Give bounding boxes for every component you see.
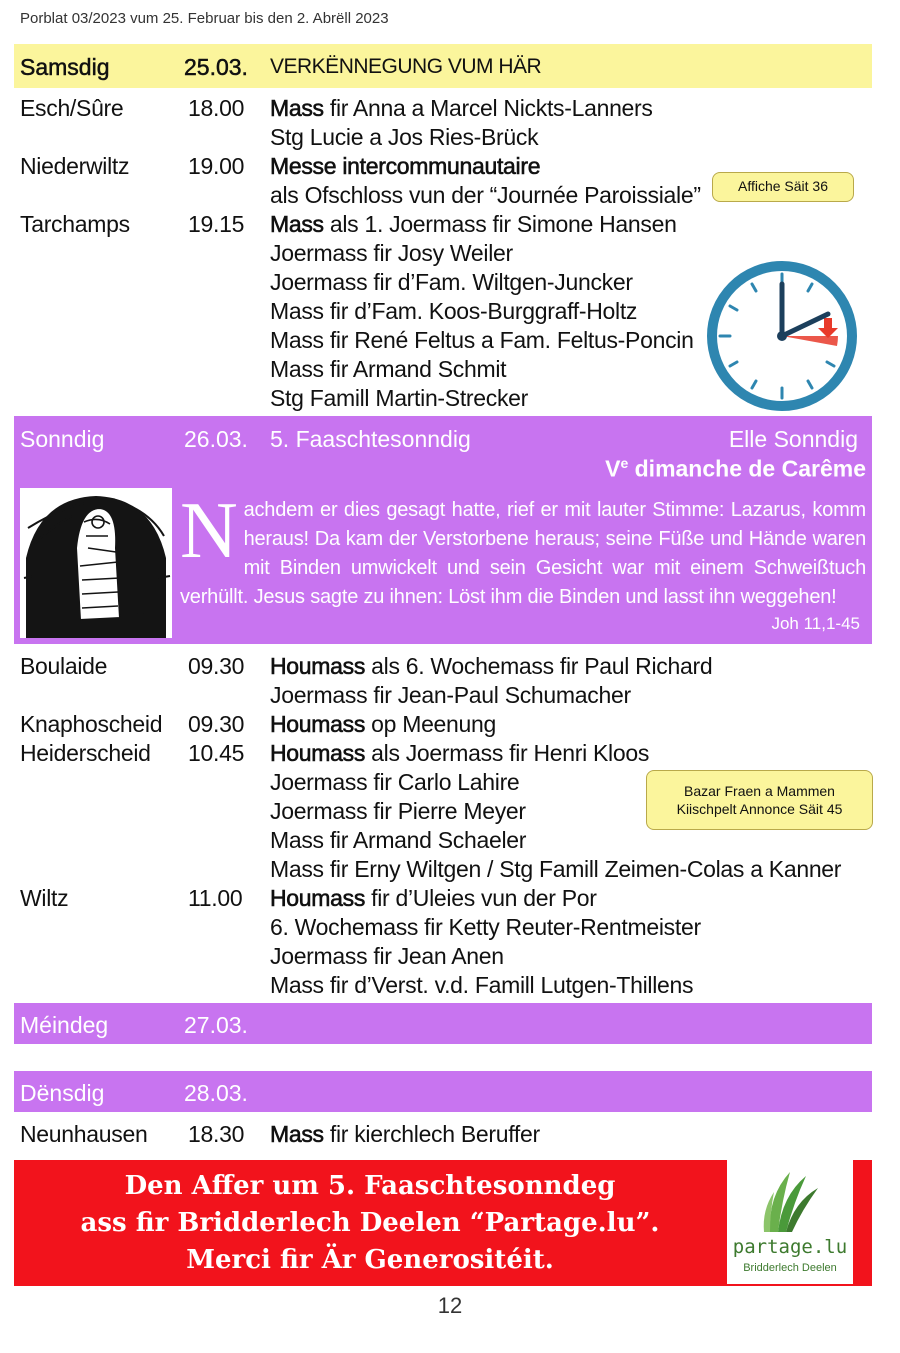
schedule-row (20, 827, 880, 856)
row-intention: 6. Wochemass fir Ketty Reuter-Rentmeister (270, 914, 701, 940)
row-intention: fir kierchlech Beruffer (323, 1121, 540, 1147)
publication-header: Porblat 03/2023 vum 25. Februar bis den 2. Abrëll 2023 (20, 10, 389, 27)
bazar-note-line1: Bazar Fraen a Mammen (684, 783, 835, 799)
schedule-row (20, 211, 880, 240)
row-intention: Mass fir Erny Wiltgen / Stg Famill Zeimen-Colas a Kanner (270, 856, 842, 882)
row-text (270, 240, 513, 267)
row-mass-type: Mass (270, 95, 324, 121)
row-intention: Joermass fir Jean-Paul Schumacher (270, 682, 631, 708)
gospel-dropcap: N (180, 487, 238, 575)
row-intention: Joermass fir Jean Anen (270, 943, 504, 969)
day-date: 27.03. (184, 1012, 248, 1038)
sunday-band (14, 416, 872, 484)
row-intention: Stg Famill Martin-Strecker (270, 385, 529, 411)
bazar-note-line2: Kiischpelt Annonce Säit 45 (676, 801, 843, 817)
row-text (270, 827, 526, 854)
row-time: 18.30 (188, 1121, 245, 1147)
row-mass-type: Houmass (270, 885, 366, 911)
row-text (270, 682, 631, 709)
row-intention: als Ofschloss vun der “Journée Paroissiale” (270, 182, 701, 208)
row-text (270, 856, 841, 883)
day-name: Samsdig (20, 54, 110, 80)
row-mass-type: Mass (270, 211, 324, 237)
row-text (270, 769, 519, 796)
row-text (270, 211, 677, 238)
row-text (270, 95, 653, 122)
day-name: Sonndig (20, 426, 105, 452)
row-text (270, 972, 693, 999)
row-text (270, 269, 633, 296)
row-mass-type: Houmass (270, 653, 366, 679)
day-name: Dënsdig (20, 1080, 105, 1106)
schedule-row (20, 1121, 880, 1150)
row-intention: als 6. Wochemass fir Paul Richard (365, 653, 713, 679)
row-time: 11.00 (188, 885, 243, 911)
row-text (270, 356, 506, 383)
logo-name: partage.lu (732, 1236, 848, 1258)
offering-line2: ass fir Bridderlech Deelen “Partage.lu”. (80, 1208, 660, 1238)
affiche-note: Affiche Säit 36 (712, 172, 854, 202)
row-text (270, 798, 526, 825)
row-place: Heiderscheid (20, 740, 151, 766)
row-text (270, 914, 701, 941)
monday-band (14, 1003, 872, 1044)
row-intention: Joermass fir Josy Weiler (270, 240, 513, 266)
row-text (270, 153, 540, 180)
partage-logo (727, 1160, 853, 1284)
gospel-reference: Joh 11,1-45 (771, 614, 860, 633)
logo-subtitle: Bridderlech Deelen (743, 1262, 837, 1274)
gospel-text (180, 487, 866, 612)
row-intention: Mass fir d’Fam. Koos-Burggraff-Holtz (270, 298, 638, 324)
leaf-icon (760, 1166, 822, 1234)
schedule-row (20, 95, 880, 124)
schedule-row (20, 711, 880, 740)
day-title: VERKËNNEGUNG VUM HÄR (270, 55, 542, 78)
day-date: 26.03. (184, 426, 248, 452)
row-place: Boulaide (20, 653, 108, 679)
row-time: 10.45 (188, 740, 245, 766)
row-place: Knaphoscheid (20, 711, 163, 737)
row-text (270, 653, 712, 680)
schedule-row (20, 856, 880, 885)
row-place: Tarchamps (20, 211, 130, 237)
clock-icon (704, 258, 860, 414)
row-intention: Joermass fir Pierre Meyer (270, 798, 526, 824)
row-time: 09.30 (188, 711, 245, 737)
day-date: 28.03. (184, 1080, 248, 1106)
row-text (270, 943, 504, 970)
row-time: 19.15 (188, 211, 245, 237)
row-intention: Joermass fir d’Fam. Wiltgen-Juncker (270, 269, 633, 295)
schedule-row (20, 124, 880, 153)
day-date: 25.03. (184, 54, 248, 80)
row-intention: op Meenung (365, 711, 497, 737)
day-name: Méindeg (20, 1012, 109, 1038)
row-intention: Joermass fir Carlo Lahire (270, 769, 520, 795)
row-time: 19.00 (188, 153, 245, 179)
row-text (270, 885, 597, 912)
row-mass-type: Houmass (270, 711, 366, 737)
row-mass-type: Messe intercommunautaire (270, 153, 541, 179)
row-intention: fir d’Uleies vun der Por (365, 885, 597, 911)
row-intention: fir Anna a Marcel Nickts-Lanners (323, 95, 653, 121)
row-intention: Mass fir Armand Schmit (270, 356, 507, 382)
day-title: 5. Faaschtesonndig (270, 426, 471, 452)
schedule-row (20, 943, 880, 972)
row-time: 09.30 (188, 653, 245, 679)
row-text (270, 182, 701, 209)
offering-text (20, 1168, 720, 1279)
row-intention: Mass fir Armand Schaeler (270, 827, 527, 853)
row-text (270, 385, 528, 412)
offering-line3: Merci fir Är Generositéit. (186, 1245, 554, 1275)
day-title-french: Ve dimanche de Carême (605, 455, 866, 482)
row-mass-type: Mass (270, 1121, 324, 1147)
tuesday-band (14, 1071, 872, 1112)
schedule-row (20, 653, 880, 682)
bazar-note (646, 770, 873, 830)
row-intention: Mass fir d’Verst. v.d. Famill Lutgen-Thillens (270, 972, 694, 998)
row-intention: Mass fir René Feltus a Fam. Feltus-Poncin (270, 327, 694, 353)
offering-line1: Den Affer um 5. Faaschtesonndeg (124, 1171, 616, 1201)
schedule-row (20, 914, 880, 943)
row-mass-type: Houmass (270, 740, 366, 766)
row-place: Esch/Sûre (20, 95, 124, 121)
saturday-band (14, 44, 872, 88)
schedule-row (20, 682, 880, 711)
row-intention: als Joermass fir Henri Kloos (365, 740, 650, 766)
row-place: Neunhausen (20, 1121, 148, 1147)
row-time: 18.00 (188, 95, 245, 121)
lazarus-illustration (20, 488, 172, 638)
row-text (270, 740, 649, 767)
gospel-body: achdem er dies gesagt hatte, rief er mit lauter Stimme: Lazarus, komm heraus! Da kam der Verstorbene heraus; seine Füße und Hände waren mit Binden umwickelt und sein Gesicht war mit einem Schweißtuch verhüllt. Jesus sagte zu ihnen: Löst ihm die Binden und lasst ihn weggehen! (180, 499, 866, 608)
row-intention: als 1. Joermass fir Simone Hansen (323, 211, 677, 237)
schedule-row (20, 972, 880, 1001)
row-place: Wiltz (20, 885, 69, 911)
row-intention: Stg Lucie a Jos Ries-Brück (270, 124, 539, 150)
schedule-row (20, 740, 880, 769)
row-text (270, 298, 637, 325)
day-title-alt: Elle Sonndig (728, 426, 858, 452)
page-number: 12 (437, 1293, 463, 1318)
schedule-row (20, 885, 880, 914)
row-text (270, 711, 496, 738)
row-text (270, 327, 694, 354)
row-place: Niederwiltz (20, 153, 130, 179)
row-text (270, 124, 538, 151)
row-text (270, 1121, 540, 1148)
